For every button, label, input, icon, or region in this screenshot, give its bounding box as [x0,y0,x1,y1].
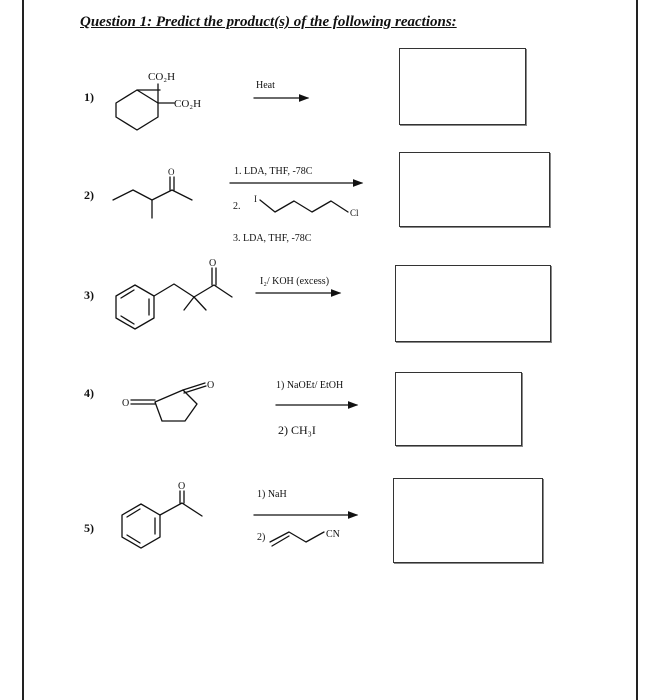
reaction-number-3: 3) [84,288,94,302]
molecule-2-ketone [113,177,192,218]
reaction-number-2: 2) [84,188,94,202]
question-title: Question 1: Predict the product(s) of the following reactions: [80,14,457,30]
molecule-1-cyclohexane-diacid [116,84,174,130]
label-chloro: Cl [350,208,359,218]
condition-iodoform: I₂/ KOH (excess) [260,276,330,287]
molecule-5-acetophenone [122,491,202,548]
label-ketone-o-3: O [209,258,217,269]
condition-2-step3: 3. LDA, THF, -78C [233,233,312,244]
reaction-number-4: 4) [84,386,94,400]
condition-4-step2: 2) CH₃I [278,423,316,437]
reaction-number-5: 5) [84,521,94,535]
label-nitrile: CN [326,529,340,540]
condition-2-step2: 2. [233,201,241,212]
label-co2h-top: CO₂H [148,71,176,83]
condition-heat: Heat [256,80,275,91]
reagent-iodo-chloro-alkane [260,200,348,212]
label-iodo: I [254,194,257,204]
molecule-3-phenyl-ketone [116,268,232,329]
condition-2-step1: 1. LDA, THF, -78C [234,166,313,177]
reaction-number-1: 1) [84,90,94,104]
label-ketone-o-5: O [178,481,186,492]
molecule-4-cyclopentanedione [131,383,206,421]
label-ketone-o-4b: O [207,380,215,391]
label-ketone-o-4a: O [122,398,130,409]
condition-5-step1: 1) NaH [257,489,287,500]
label-ketone-o-2: O [168,167,175,177]
label-co2h-right: CO₂H [174,98,202,110]
reagent-5-unsaturated-nitrile [270,532,324,546]
condition-4-step1: 1) NaOEt/ EtOH [276,380,344,391]
condition-5-step2: 2) [257,532,266,543]
